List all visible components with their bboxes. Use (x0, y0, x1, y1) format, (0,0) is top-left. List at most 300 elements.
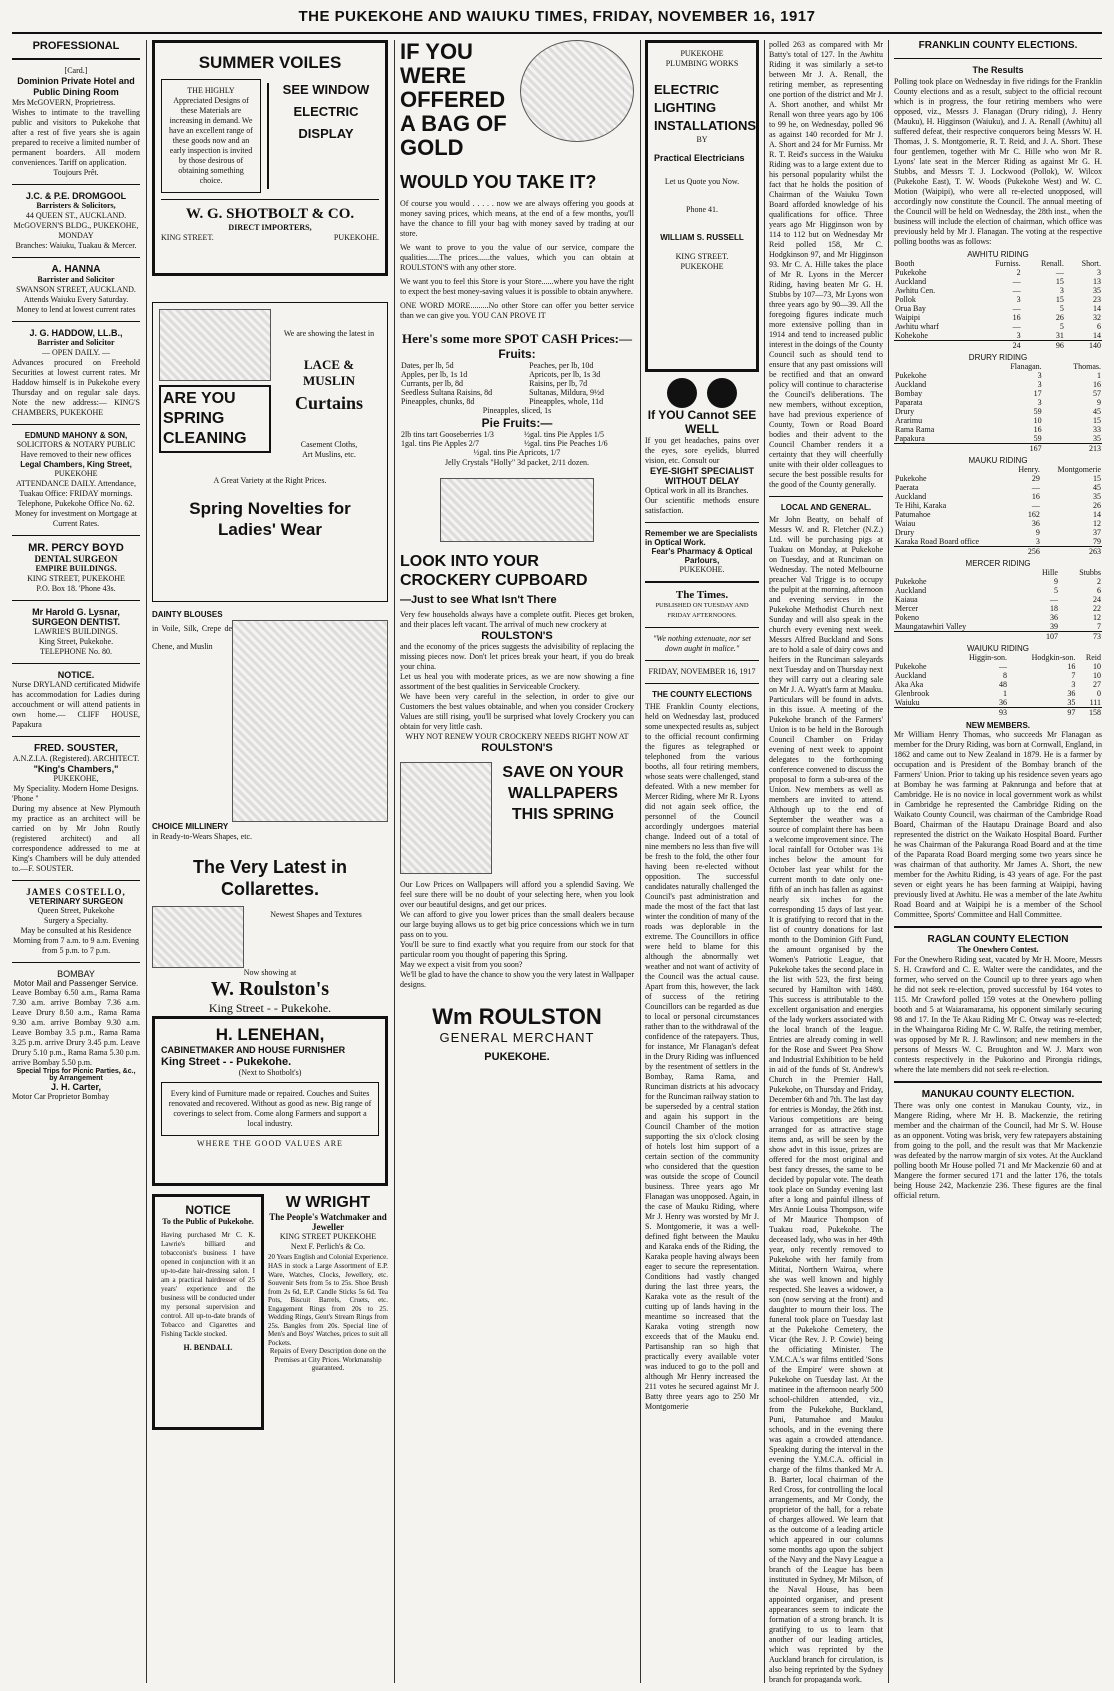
riding-cell: Karaka Road Board office (895, 537, 980, 546)
price-cell: ½gal. tins Pie Peaches 1/6 (524, 439, 608, 448)
riding-cell: 3 (1016, 331, 1021, 340)
boyd-title: DENTAL SURGEON (34, 554, 118, 564)
roulston-p2: We want to prove to you the value of our service, compare the qualities......The prices......the values, which you can obtain at ROULSTON'S with any other store. (400, 243, 634, 272)
riding-row (894, 698, 1102, 708)
riding-cell: 9 (1053, 577, 1058, 586)
riding-cell: 35 (1093, 492, 1101, 501)
bombay-times: Leave Bombay 6.50 a.m., Rama Rama 7.30 a.m. arrive Bombay 7.36 a.m. Leave Drury 8.50 a.m., Rama Rama 9.30 a.m. arrive Bombay 9.30 a.m. Leave Bombay 3.5 p.m., Rama Rama 3.25 p.m. arrive Drury 3.45 p.m. Leave Drury 5.10 p.m., Rama Rama 5.30 p.m. arrive Bombay 5.50 p.m. (12, 988, 140, 1067)
riding-cell: Reid (1085, 653, 1101, 662)
shotbolt-name: W. G. SHOTBOLT & CO. (185, 206, 355, 222)
riding-cell: 35 (1093, 286, 1101, 295)
voiles-title: SUMMER VOILES (198, 53, 342, 72)
haddow-open: — OPEN DAILY. — (42, 348, 110, 357)
riding-cell: Thomas. (1073, 362, 1101, 371)
price-cell: Sultanas, Mildura, 9½d (529, 388, 605, 397)
price-row (400, 439, 634, 448)
riding-cell: Stubbs (1079, 568, 1101, 577)
masthead-rule (12, 32, 1102, 34)
price-row (400, 388, 634, 397)
shotbolt-right: PUKEKOHE. (333, 233, 379, 242)
riding-cell: 2 (1016, 268, 1021, 277)
price-cell: Dates, per lb, 5d (401, 361, 454, 370)
roulston-town: PUKEKOHE. (484, 1051, 550, 1063)
costello-spec: Surgery a Specialty. (44, 916, 108, 925)
price-row (400, 430, 634, 439)
riding-total-row (894, 708, 1102, 718)
riding-cell: 36 (1067, 689, 1076, 698)
roulston-footer-name: Wm ROULSTON (432, 1004, 602, 1029)
variety: A Great Variety at the Right Prices. (213, 476, 327, 485)
just-see: —Just to see What Isn't There (400, 594, 557, 606)
riding-cell: — (1012, 286, 1021, 295)
riding-cell: Maungatawhiri Valley (895, 622, 967, 631)
times-title: The Times. (675, 589, 729, 601)
souster-spec: My Speciality. Modern Home Designs. (13, 784, 139, 793)
price-cell: Peaches, per lb, 10d (529, 361, 594, 370)
riding-cell: Te Hihi, Karaka (895, 501, 947, 510)
riding-cell: 2 (1097, 577, 1101, 586)
price-cell: 2lb tins tart Gooseberries 1/3 (401, 430, 494, 439)
collarettes-title: The Very Latest in Collarettes. (192, 857, 348, 899)
spot-cash-title: Here's some more SPOT CASH Prices:— (402, 331, 632, 346)
riding-row (894, 425, 1102, 434)
riding-cell: — (1012, 304, 1021, 313)
riding-cell: 213 (1089, 444, 1101, 453)
hotel-sign: Toujours Prêt. (53, 168, 99, 177)
crockery-title: LOOK INTO YOUR CROCKERY CUPBOARD (400, 553, 588, 589)
collarette-illustration (152, 906, 244, 968)
hanna-note: Attends Waiuku Every Saturday. (23, 295, 129, 304)
pie-table (400, 430, 634, 448)
riding-cell: — (1049, 595, 1058, 604)
riding-total-row (894, 547, 1102, 557)
riding-cell (894, 568, 1026, 577)
methods: Our scientific methods ensure satisfaction. (645, 496, 759, 515)
price-cell: Raisins, per lb, 7d (529, 379, 588, 388)
wright-street: KING STREET PUKEKOHE (279, 1232, 377, 1241)
editorial-column (645, 40, 759, 1683)
practical-electricians: Practical Electricians (654, 153, 745, 163)
new-members-head: NEW MEMBERS. (966, 721, 1030, 730)
riding-cell: Drury (895, 528, 915, 537)
price-cell: Apples, per lb, 1s 1d (401, 370, 468, 379)
spring-cleaning: ARE YOU SPRING CLEANING (159, 385, 271, 453)
riding-cell: Henry. (1018, 465, 1040, 474)
local-general-text: Mr John Beatty, on behalf of Messrs W. and R. Fletcher (N.Z.) Ltd. will be purchasing pigs at Tuakau on Monday, at Pukekohe on Tuesday, and at Runciman on Wednesday. The noted Melbourne preacher Val Trigge is to occupy the pulpit at the morning, afternoon and evening services in the Pukekohe Methodist Church next Sunday and will also speak in the church every evening next week. Messrs Alfred Buckland and Sons are to hold a sale of dairy cows and heifers in the Runciman saleyards next Tuesday and on Thursday next they will carry out a clearing sale on Mr J. A. Wyatt's farm at Mauku. Particulars will be found in advts. in this issue. A meeting of the Pukekohe branch of the Farmers' Union is to be held in the Borough Council Chamber on Friday evening of next week to appoint delegates to the forthcoming conference convened to discuss the proposal to form a sub-area of the Union. New members as well as members are invited to attend. Although up to the end of September the weather was a source of complaint there has been a welcome improvement since. The local rainfall for October was 1¾ inches below the amount for October last year whilst for the current month to date only one-fifth of an inch has fallen as against nearly six inches for the corresponding 15 days of last year. It is gratifying to record that in the list of country donations for last month to the Dominion Gift Fund, the amount organised by the Women's Patriotic League, that Pukekohe takes the second place in the list with 523, the first being secured by Hamilton with 1480. This success is attributable to the excellent organisation and energies of the lady workers associated with the local branch of the league. Entries are already coming in well for the Rose and Sweet Pea Show and Industrial Exhibition to be held in aid of the funds of St. Andrew's Church in the Premier Hall, Pukekohe, on Thursday and Friday, December 6th and 7th. The last day for entries is Monday, the 26th inst. Various competitions are being arranged for as attractive stage items and, as will be seen by the show advt in this issue, prizes are offered for the most original and best fancy dresses, the same to be decided by popular vote. The death took place on Sunday evening last after a long and painful illness of Mrs Annie Louisa Thompson, wife of Mr Maurice Thompson of Tuakau road, Pukekohe. The deceased lady, who was in her 49th year, only recently removed to Pukekohe with her family from Mititai, Northern Wairoa, where she was well known and highly respected. She leaves a widower, a son (now serving at the front) and daughter to mourn their loss. The funeral took place on Tuesday last at the Pukekohe Cemetery, the Vicar (the Rev. J. P. Cowie) being the officiating Minister. The Y.M.C.A.'s war films entitled 'Sons of the Empire' were shown at Pukekohe on Tuesday last. At the matinee in the afternoon nearly 500 school-children attended, viz., from the Pukekohe, Buckland, Puni, Patumahoe and Mauku schools, and in the evening there was again a crowded attendance. Speaking during the interval in the evening the Y.M.C.A. official in charge of the films thanked Mr A. B. Barter, local chairman of the Red Cross, for controlling the local arrangements, and Mr Condy, the proprietor of the hall, for a rebate of charges allowed. We learn that as the outcome of a leading article which appeared in our columns some months ago upon the subject of the Navy and the Navy League a branch of the League has been instituted in Sydney, Mr Milson, of the Naval House, has been appointed organiser, and present appearances seem to indicate the formation of a strong branch. It is gratifying to us to learn that another of our leading articles, which was reprinted by the Auckland branch for circulation, is also being reprinted by the Sydney branch for propaganda work. (769, 515, 883, 1683)
riding-cell: 256 (1027, 547, 1040, 556)
results-intro: Polling took place on Wednesday in five ridings for the Franklin County elections and as a result, subject to the official recount which is in progress, the four retiring members who were opposed, viz., Messrs J. Flanagan (Drury riding), J. Henry (Mauku), H. Higginson (Waiuku), and J. A. Renall (Awhitu) all suffered defeat, their respective conquerors being Messrs W. H. Thomas, J. S. Montgomerie, R. T. Reid, and J. A. Short. These four gentlemen, together with Mr C. Hille who won Mr R. Lyons' late seat in the Mercer Riding as against Mr G. H. Stubbs, and Messrs T. J. Lockwood (Pollok), W. Wilcox (Pukekohe East), T. W. Woods (Pukekohe West) and W. C. Motion (Waipipi), who were all re-elected unopposed, will accordingly now constitute the Council. The annual meeting of the Council will be held on Wednesday, the 28th inst., when the business will include the election of chairman, which office was previously held by Mr J. Flanagan. The voting at the respective polling booths was as follows: (894, 77, 1102, 246)
mahony-text: ATTENDANCE DAILY. Attendance, Tuakau Office: FRIDAY mornings. Telephone, Pukekohe Office No. 62. Money for investment on Mortgage at Current Rates. (15, 479, 137, 528)
riding-cell: 16 (1067, 662, 1076, 671)
notice-title: NOTICE (185, 1203, 231, 1217)
wallpaper-illustration (400, 762, 492, 874)
lenehan-text: Every kind of Furniture made or repaired. Couches and Suites renovated and recovered. Without as good as new. Big range of coverings to select from. Come along Farmers and support a local industry. (161, 1082, 379, 1136)
riding-title: WAIUKU RIDING (967, 644, 1029, 653)
riding-cell: 3 (1071, 680, 1076, 689)
riding-cell: 23 (1093, 295, 1101, 304)
riding-cell: Bombay (895, 389, 923, 398)
riding-cell: Orua Bay (895, 304, 926, 313)
gold-bag-illustration (520, 40, 634, 142)
riding-cell: Booth (895, 259, 915, 268)
county-elections-head: THE COUNTY ELECTIONS (652, 690, 752, 699)
gold-advert-header (400, 40, 634, 160)
hanna-title: Barrister and Solicitor (37, 275, 115, 284)
riding-cell: 8 (1002, 671, 1007, 680)
riding-cell: 15 (1093, 416, 1101, 425)
riding-cell: 140 (1089, 341, 1101, 350)
raglan-title: RAGLAN COUNTY ELECTION (927, 934, 1069, 945)
dromgool-title: Barristers & Solicitors, (36, 201, 116, 210)
wallpaper-title: SAVE ON YOUR WALLPAPERS THIS SPRING (502, 764, 624, 823)
riding-cell: 3 (1035, 537, 1040, 546)
price-cell: 1gal. tins Pie Apples 2/7 (401, 439, 479, 448)
riding-row (894, 304, 1102, 313)
mahony-have: Have removed to their new offices (20, 450, 132, 459)
riding-cell: 16 (1012, 313, 1021, 322)
advert-column-roulston (152, 40, 388, 1683)
news-column (769, 40, 883, 1683)
riding-cell: 14 (1093, 510, 1101, 519)
lenehan-advert (152, 1016, 388, 1186)
riding-cell: 167 (1029, 444, 1042, 453)
riding-cell: 36 (1049, 613, 1058, 622)
riding-cell: — (1012, 277, 1021, 286)
riding-cell: Kohekohe (895, 331, 928, 340)
wallpaper-w4: May we expect a visit from you soon? (400, 960, 523, 969)
notice-text: Nurse DRYLAND certificated Midwife has accommodation for Ladies during accouchment or will attend patients in own home.— CLIFF HOUSE, Papakura (12, 680, 140, 729)
riding-cell: 29 (1031, 474, 1040, 483)
curtains-advert (152, 302, 388, 602)
riding-cell: 35 (1067, 698, 1076, 707)
ready-to-wears: in Ready-to-Wears Shapes, etc. (152, 832, 252, 841)
lenehan-trade: CABINETMAKER AND HOUSE FURNISHER (161, 1045, 346, 1055)
riding-row (894, 613, 1102, 622)
phone: Phone 41. (686, 205, 718, 214)
haddow-text: Advances procured on Freehold Securities at lowest current rates. Mr Haddow himself is in Pukekohe every Thursday and on regular sale days. Note the new address:— KING'S CHAMBERS, PUKEKOHE (12, 358, 140, 417)
bombay-heading: BOMBAY (57, 969, 95, 979)
roulstons-1: ROULSTON'S (481, 630, 553, 642)
motto: "We nothing extenuate, nor set down aught in malice." (653, 634, 751, 653)
riding-table (894, 568, 1102, 641)
riding-cell: 16 (1031, 492, 1040, 501)
county-continued: polled 263 as compared with Mr Batty's total of 127. In the Awhitu Riding it was similarly a set-to between Mr J. A. Renall, the retiring member, as representing one portion of the district and Mr J. A. Short another, and whilst Mr Renall won three years ago by 106 to 99 he, on Wednesday, polled 96 as against 140 recorded for Mr J. A. Short and 24 for Mr Furniss. Mr R. T. Reid's success in the Waiuku Riding was to a large extent due to his personal popularity whilst the fact that he holds the position of Chairman of the Waiuku Town Board afforded knowledge of his qualifications for office. Three years ago Mr Higginson won by 114 to 112 but on Wednesday Mr Reid polled 158, Mr C. Hodgkinson 97, and Mr Higginson 93. Mr C. A. Hille takes the place of Mr R. Lyons in the Mercer Riding, having beaten Mr G. H. Stubbs by 107—73, Mr Lyons won three years ago by 90—39. All the foregoing figures indicate much more extensive polling than in 1914 and tend to increased public interest in the doings of the County Council such as should tend to ensure that any past omissions will be rectified and that an onward policy will continue to characterise the Council's deliberations. The new members, without exception, have had previous experience of County, Town or Road Board bodies and their advent to the Council Chamber renders it a certainty that they will cheerfully unite with their older colleagues to secure the best possible results for the good of the County generally. (769, 40, 883, 489)
general-merchant: GENERAL MERCHANT (439, 1030, 595, 1045)
see-well: If YOU Cannot SEE WELL (647, 408, 757, 436)
riding-cell: 15 (1055, 295, 1064, 304)
column-rule (394, 40, 395, 1683)
riding-header-row (894, 259, 1102, 268)
riding-cell: 0 (1097, 689, 1101, 698)
column-rule (764, 40, 765, 1683)
riding-cell: Mercer (895, 604, 919, 613)
dromgool-name: J.C. & P.E. DROMGOOL (25, 191, 127, 201)
king-street: King Street - - Pukekohe. (208, 1001, 332, 1015)
riding-cell: 59 (1033, 434, 1042, 443)
riding-row (894, 680, 1102, 689)
riding-cell: 10 (1093, 662, 1101, 671)
riding-row (894, 586, 1102, 595)
price-row (400, 361, 634, 370)
riding-header-row (894, 465, 1102, 474)
riding-cell: 31 (1055, 331, 1064, 340)
riding-cell: — (1031, 501, 1040, 510)
riding-cell: Auckland (895, 380, 927, 389)
riding-cell: Waiau (895, 519, 916, 528)
newest-shapes: Newest Shapes and Textures (270, 910, 362, 919)
eyesight-specialist: EYE-SIGHT SPECIALIST WITHOUT DELAY (649, 466, 754, 486)
riding-cell: Pukekohe (895, 577, 927, 586)
riding-cell: 1 (1002, 689, 1007, 698)
bombay-sub: Motor Mail and Passenger Service. (13, 979, 139, 988)
riding-cell: 3 (1059, 286, 1064, 295)
novelties-title: Spring Novelties for Ladies' Wear (189, 499, 351, 539)
riding-cell: 14 (1093, 331, 1101, 340)
riding-cell: Glenbrook (895, 689, 930, 698)
riding-cell: 3 (1037, 371, 1042, 380)
riding-cell: — (1012, 322, 1021, 331)
voiles-left: THE HIGHLY Appreciated Designs of these Materials are increasing in demand. We have an excellent range of these goods now and an early inspection is invited by those desirous of obtaining something choice. (161, 79, 261, 193)
riding-cell: 36 (998, 698, 1007, 707)
riding-cell: 26 (1055, 313, 1064, 322)
riding-cell: 10 (1093, 671, 1101, 680)
dainty-blouses: DAINTY BLOUSES (152, 610, 223, 619)
column-rule (888, 40, 889, 1683)
costello-name: JAMES COSTELLO, (26, 887, 126, 897)
boyd-bldg: EMPIRE BUILDINGS. (35, 564, 117, 573)
lysnar-name: Mr Harold G. Lysnar, (32, 607, 120, 617)
crockery-c4: We have been very careful in the selection, in order to give our Customers the best values obtainable, and when you consider Crockery Values are still rising, you'll be surprised what lovely Crockery you can obtain for very little cash. (400, 692, 634, 731)
souster-text: During my absence at New Plymouth my practice as an architect will be carried on by Mr John Routly (registered architect) and all correspondence addressed to me at King's Chambers will be duly attended to.—F. SOUSTER. (12, 804, 140, 873)
riding-cell: 13 (1093, 277, 1101, 286)
riding-cell: 16 (1033, 425, 1042, 434)
riding-cell: 7 (1071, 671, 1076, 680)
lenehan-name: H. LENEHAN, (215, 1025, 325, 1044)
souster-office: "King's Chambers," (33, 764, 119, 774)
bottom-adverts (152, 1194, 388, 1430)
take-it: WOULD YOU TAKE IT? (400, 172, 597, 192)
riding-row (894, 510, 1102, 519)
bendall-notice (152, 1194, 264, 1430)
lady-illustration (232, 620, 388, 822)
fear-pharmacy-advert (645, 378, 759, 575)
lysnar-title: SURGEON DENTIST. (31, 617, 120, 627)
riding-cell: Pukekohe (895, 371, 927, 380)
riding-row (894, 689, 1102, 698)
riding-total-row (894, 632, 1102, 642)
price-cell: ½gal. tins Pie Apples 1/5 (524, 430, 605, 439)
fruits-title: Fruits: (498, 347, 536, 361)
roulstons-2: ROULSTON'S (481, 742, 553, 754)
franklin-title: FRANKLIN COUNTY ELECTIONS. (918, 40, 1078, 51)
price-cell: Currants, per lb, 8d (401, 379, 463, 388)
wright-exp: 20 Years English and Colonial Experience. (268, 1253, 388, 1261)
riding-cell: 33 (1093, 425, 1101, 434)
carter-foot: Motor Car Proprietor Bombay (12, 1092, 110, 1101)
riding-cell: Hille (1041, 568, 1058, 577)
riding-cell: Pukekohe (895, 662, 927, 671)
riding-cell: Pukekohe (895, 474, 927, 483)
shotbolt-left: KING STREET. (161, 233, 214, 242)
riding-cell: 9 (1035, 528, 1040, 537)
costello-addr: Queen Street, Pukekohe (37, 906, 115, 915)
riding-cell: Rama Rama (895, 425, 935, 434)
riding-row (894, 519, 1102, 528)
riding-row (894, 313, 1102, 322)
riding-row (894, 492, 1102, 501)
riding-row (894, 380, 1102, 389)
riding-cell: 263 (1089, 547, 1101, 556)
ladies-wear-advert (152, 610, 388, 1015)
county-elections-text: THE Franklin County elections, held on Wednesday last, produced some unexpected results as, subject to the official recount confirming the figures as telegraphed or telephoned from the various booths, all four retiring members, whose seats were challenged, stand defeated. With a new member for Mercer Riding, where Mr R. Lyons did not again seek office, the personnel of the Council accordingly undergoes material change. Indeed out of a total of nine members no less than five will be fresh to the fold, the other four having been re-elected without opposition. The successful candidates naturally challenged the Council's past administration and made the most of the fact that last winter the condition of many of the roads was deplorable in the extreme. The Councillors in office were held to blame for this although the abnormally wet weather and not want of activity of the Council was the actual cause. Apart from this, however, the lack of success of the retiring Councillors can be regarded as due to local or personal circumstances rather than to the withdrawal of the confidence of the ratepayers. Thus, for instance, Mr Flanagan's defeat in the Drury Riding was influenced by the resentment of settlers in the Bombay, Rama Rama, and Runciman districts at his advocacy for the Runciman railway station to be superseded by a central station and again his support in the Council Chamber of the motion supporting the six o'clock closing of hotels lost him support of a certain section of the community who considered that the question was outside the scope of Council business. Three years ago Mr Flanagan was unopposed. Again, in the case of Mauku Riding, where Mr J. Henry was worsted by Mr J. S. Montgomerie, it was a well-defined fight between the Mauku and Karaka ends of the Riding, the Karaka people having always been eager to secure the representation. Conditions had vastly changed during the last three years, the Karaka vote as the result of the cutting up of lands having in the meantime so increased that the Karaka voting strength now exceeds that of the Mauku end. Partisanship ran so high that practically every available voter was induced to go to the poll and although Mr Henry increased the 211 votes he secured against Mr J. Batty three years ago to 250 Mr Montgomerie (645, 702, 759, 1411)
why-not: WHY NOT RENEW YOUR CROCKERY NEEDS RIGHT NOW AT (405, 732, 629, 741)
riding-cell: — (1055, 268, 1064, 277)
election-results-column (894, 40, 1102, 1683)
riding-cell: Higgin-son. (968, 653, 1007, 662)
wallpaper-header (400, 762, 634, 874)
column-rule (146, 40, 147, 1683)
local-general-head: LOCAL AND GENERAL. (780, 503, 872, 512)
wright-text: HAS in stock a Large Assortment of E.P. Ware, Watches, Clocks, Jewellery, etc. Souvenir Sets from 5s to 25s. Shoe Brush from 2s 6d, E.P. Candle Sticks 5s 6d. Tea Pots, Biscuit Barrels, Cruets, etc. Engagement Rings from 20s to 25. Wedding Rings, Gent's Stream Rings from 25s. Bangles from 20s. Special line of Men's and Boys' Watches, prices to suit all Pockets. (268, 1262, 388, 1347)
manukau-title: MANUKAU COUNTY ELECTION. (921, 1089, 1075, 1100)
riding-cell: 36 (1031, 519, 1040, 528)
raglan-text: For the Onewhero Riding seat, vacated by Mr H. Moore, Messrs S. H. Crawford and C. E. Walter were the candidates, and the former, who served on the Council up to three years ago when he did not seek re-election, proved successful by 164 votes to 115. Mr Crawford polled 159 votes at the Onewhero polling booth and 5 at Waiaramarama, his opponent similarly securing 98 and 17. In the Te Akau Riding Mr C. Otway was re-elected; in the Whaingaroa Riding Mr C. W. Ralfe, the retiring member, was opposed by Mr R. J. Rawlinson; and new members in the persons of Messrs W. C. Broughton and W. J. Marx won contests respectively in the Pukorino and Pirongia ridings, where the late members did not seek re-election. (894, 955, 1102, 1074)
hotel-name: Dominion Private Hotel and Public Dining Room (17, 76, 135, 97)
riding-cell: 18 (1049, 604, 1058, 613)
riding-cell: 9 (1097, 398, 1101, 407)
riding-cell: Ararimu (895, 416, 923, 425)
riding-cell: — (998, 662, 1007, 671)
riding-table (894, 653, 1102, 717)
costello-title: VETERINARY SURGEON (29, 897, 123, 906)
lenehan-next: (Next to Shotbolt's) (238, 1068, 302, 1077)
riding-row (894, 483, 1102, 492)
riding-row (894, 407, 1102, 416)
curtains-title: Curtains (294, 393, 363, 413)
riding-cell: 22 (1093, 604, 1101, 613)
riding-cell: 5 (1053, 586, 1058, 595)
riding-cell (894, 653, 948, 662)
riding-row (894, 371, 1102, 380)
showing-at: Now showing at (243, 968, 297, 977)
riding-row (894, 604, 1102, 613)
riding-cell: 16 (1093, 380, 1101, 389)
riding-cell: 162 (1027, 510, 1040, 519)
russell-advert (645, 40, 759, 372)
choice-millinery: CHOICE MILLINERY (152, 822, 229, 831)
hotel-text: Wishes to intimate to the travelling public and visitors to Pukekohe that after a rest of five years she is again prepared to receive a limited number of permanent boarders. All modern conveniences. Tariff on application. (12, 108, 140, 167)
riding-cell: Awhitu Cen. (895, 286, 936, 295)
riding-cell: 93 (998, 708, 1007, 717)
riding-cell (894, 465, 1009, 474)
riding-row (894, 622, 1102, 632)
riding-cell (894, 632, 1026, 642)
art-muslins: Art Muslins, etc. (302, 450, 356, 459)
riding-cell: 12 (1093, 613, 1101, 622)
mahony-office: Legal Chambers, King Street, (20, 460, 132, 469)
lysnar-bldg: LAWRIE'S BUILDINGS. (34, 627, 118, 636)
souster-phone: 'Phone '' (12, 794, 39, 803)
wallpaper-w1: Our Low Prices on Wallpapers will afford you a splendid Saving. We feel sure there will be no doubt of your selecting here, when you look over our beautiful designs, and get our prices. (400, 880, 634, 909)
riding-cell: Pukekohe (895, 268, 927, 277)
riding-cell: 79 (1093, 537, 1101, 546)
riding-cell: 96 (1055, 341, 1064, 350)
riding-cell: Short. (1081, 259, 1101, 268)
optical-work: Optical work in all its Branches. (645, 486, 749, 495)
riding-cell: 3 (1037, 398, 1042, 407)
riding-cell: Pokeno (895, 613, 919, 622)
professional-column (12, 40, 140, 1683)
wright-name: W WRIGHT (285, 1194, 371, 1211)
riding-cell: 10 (1033, 416, 1042, 425)
by: BY (696, 135, 708, 144)
riding-header-row (894, 653, 1102, 662)
price-cell: Apricots, per lb, 1s 3d (529, 370, 601, 379)
dromgool-addr: 44 QUEEN ST., AUCKLAND. McGOVERN'S BLDG., PUKEKOHE, MONDAY (13, 211, 139, 240)
riding-cell: Patumahoe (895, 510, 931, 519)
crockery-c1: Very few households always have a complete outfit. Pieces get broken, and their places left vacant. The arrival of much new crockery at (400, 610, 634, 629)
riding-cell: 97 (1067, 708, 1076, 717)
riding-tables (894, 250, 1102, 717)
price-cell: Pineapples, whole, 11d (529, 397, 604, 406)
russell-name: WILLIAM S. RUSSELL (660, 233, 744, 242)
dromgool-branches: Branches: Waiuku, Tuakau & Mercer. (15, 241, 137, 250)
riding-cell: Auckland (895, 492, 927, 501)
riding-cell: 3 (1097, 268, 1101, 277)
riding-cell: 6 (1097, 586, 1101, 595)
riding-cell: 73 (1093, 632, 1101, 641)
riding-row (894, 389, 1102, 398)
riding-total-row (894, 444, 1102, 454)
riding-row (894, 537, 1102, 547)
riding-cell: 48 (998, 680, 1007, 689)
riding-cell: Waiuku (895, 698, 920, 707)
haddow-name: J. G. HADDOW, LL.B., (29, 328, 123, 338)
riding-cell: 24 (1093, 595, 1101, 604)
column-rule (640, 40, 641, 1683)
riding-cell: Paerata (895, 483, 919, 492)
riding-cell: 158 (1089, 708, 1101, 717)
riding-cell: 57 (1093, 389, 1101, 398)
dateline: FRIDAY, NOVEMBER 16, 1917 (648, 667, 756, 676)
riding-cell: Auckland (895, 671, 927, 680)
wright-next: Next F. Perlich's & Co. (290, 1242, 366, 1251)
jelly: Jelly Crystals "Holly" 3d packet, 2/11 dozen. (445, 458, 589, 467)
riding-header-row (894, 568, 1102, 577)
mahony-name: EDMUND MAHONY & SON, (24, 431, 128, 440)
riding-cell (894, 547, 1009, 557)
riding-title: DRURY RIDING (968, 353, 1028, 362)
roulston-p4: ONE WORD MORE.........No other Store can offer you better service than we can give you. YOU CAN PROVE IT (400, 301, 634, 320)
mahony-title: SOLICITORS & NOTARY PUBLIC (16, 440, 136, 449)
riding-row (894, 416, 1102, 425)
roulston-advert-column (400, 40, 634, 1683)
riding-row (894, 434, 1102, 444)
riding-cell: 37 (1093, 528, 1101, 537)
lenehan-street: King Street - - Pukekohe. (161, 1056, 292, 1068)
boyd-name: MR. PERCY BOYD (28, 542, 124, 554)
hanna-name: A. HANNA (51, 264, 101, 275)
price-row (400, 379, 634, 388)
wallpaper-w5: We'll be glad to have the chance to show you the very latest in Wallpaper designs. (400, 970, 634, 989)
gold-headline: IF YOU WERE OFFERED A BAG OF GOLD (400, 40, 507, 160)
voiles-right: SEE WINDOW ELECTRIC DISPLAY (282, 82, 370, 141)
russell-works: PLUMBING WORKS (665, 59, 739, 68)
riding-cell: Awhitu wharf (895, 322, 939, 331)
divider (267, 83, 275, 189)
lysnar-street: King Street, Pukekohe. (38, 637, 114, 646)
riding-row (894, 595, 1102, 604)
